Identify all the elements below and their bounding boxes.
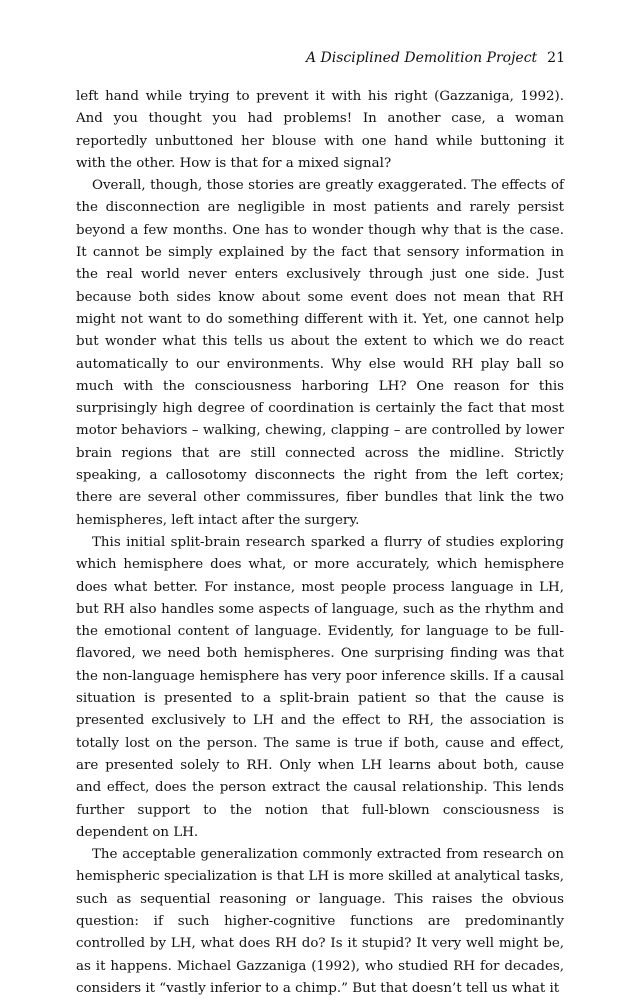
paragraph-3: This initial split-brain research sparked a flurry of studies exploring which hemisphere does what, or more accurately, which hemisphere does what better. For instance, most people process language in LH, but RH also handles some aspects of language, such as the rhythm and the emotional content of language. Evidently, for language to be full-flavored, we need both hemispheres. One surprising finding was that the non-language hemisphere has very poor inference skills. If a causal situation is presented to a split-brain patient so that the cause is presented exclusively to LH and the effect to RH, the association is totally lost on the person. The same is true if both, cause and effect, are presented solely to RH. Only when LH learns about both, cause and effect, does the person extract the causal relationship. This lends further support to the notion that full-blown consciousness is dependent on LH. [76,534,564,840]
paragraph-1: left hand while trying to prevent it with his right (Gazzaniga, 1992). And you thought you had problems! In another case, a woman reportedly unbuttoned her blouse with one hand while buttoning it with the other. How is that for a mixed signal? [76,89,564,171]
paragraph-2: Overall, though, those stories are greatly exaggerated. The effects of the disconnection are negligible in most patients and rarely persist beyond a few months. One has to wonder though why that is the case. It cannot be simply explained by the fact that sensory information in the real world never enters exclusively through just one side. Just because both sides know about some event does not mean that RH might not want to do something different with it. Yet, one cannot help but wonder what this tells us about the extent to which we do react automatically to our environments. Why else would RH play ball so much with the consciousness harboring LH? One reason for this surprisingly high degree of coordination is certainly the fact that most motor behaviors – walking, chewing, clapping – are controlled by lower brain regions that are still connected across the midline. Strictly speaking, a callosotomy disconnects the right from the left cortex; there are several other commissures, fiber bundles that link the two hemispheres, left intact after the surgery. [76,178,564,528]
paragraph-4: The acceptable generalization commonly extracted from research on hemispheric specialization is that LH is more skilled at analytical tasks, such as sequential reasoning or language. This raises the obvious question: if such higher-cognitive functions are predominantly controlled by LH, what does RH do? Is it stupid? It very well might be, as it happens. Michael Gazzaniga (1992), who studied RH for decades, considers it “vastly inferior to a chimp.” But that doesn’t tell us what it [76,847,564,996]
body-text [76,86,564,1000]
page-number: 21 [547,50,565,66]
running-head [306,50,565,66]
running-head-title: A Disciplined Demolition Project [305,50,538,66]
